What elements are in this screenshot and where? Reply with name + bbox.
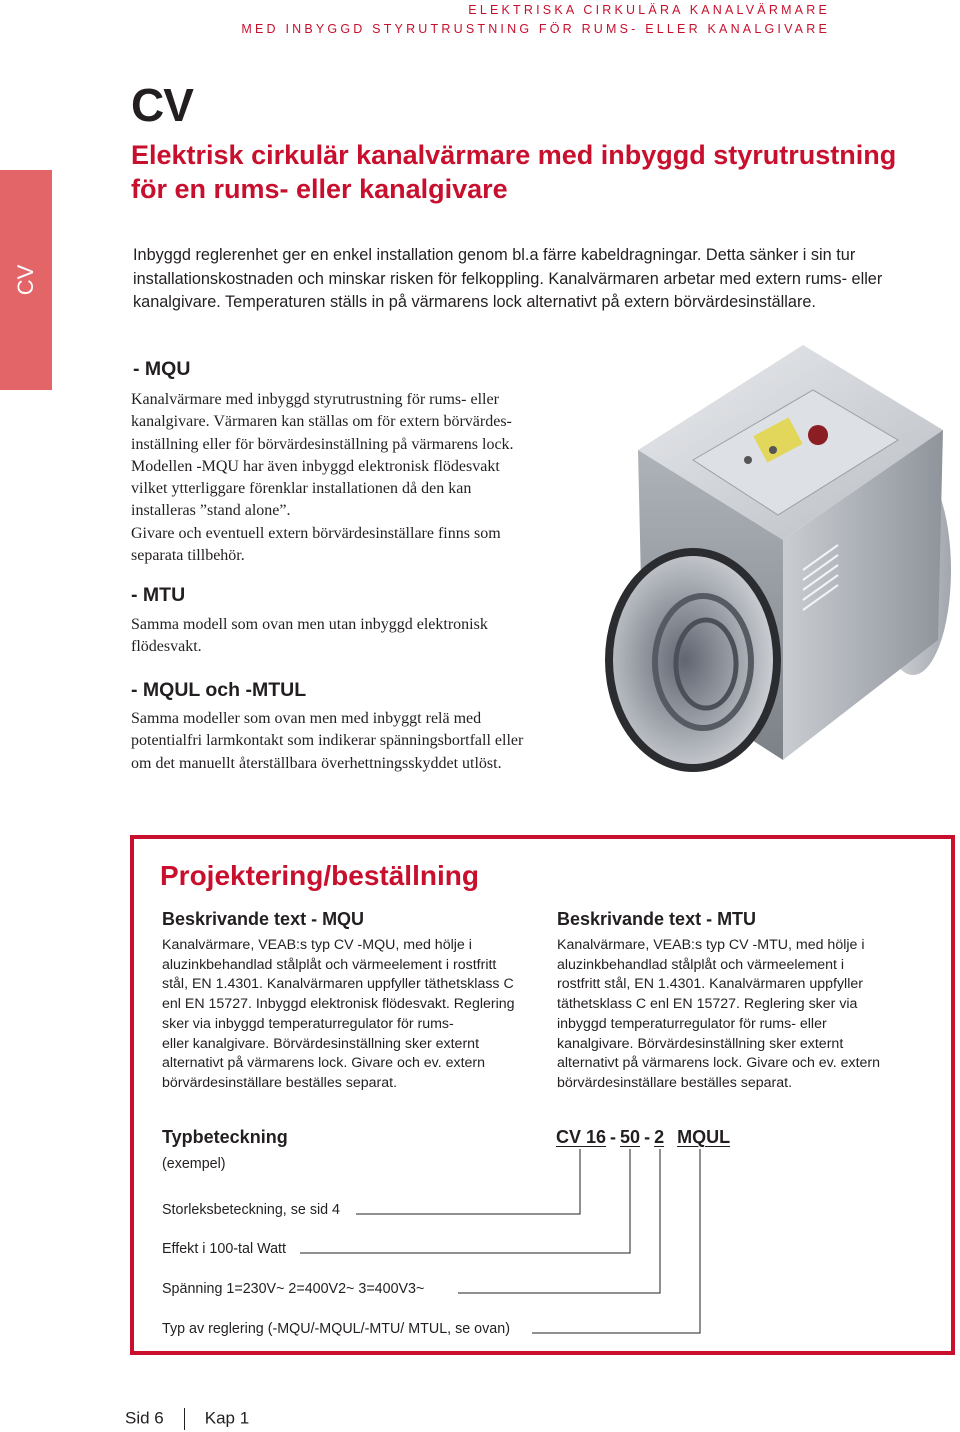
text-line: enl EN 15727. Inbyggd elektronisk flödesvakt. Reglering: [162, 996, 515, 1013]
footer-divider: [184, 1408, 185, 1430]
text-line: inställning eller för börvärdesinställning på värmarens lock.: [131, 435, 514, 453]
text-line: börvärdesinställare beställes separat.: [557, 1074, 793, 1091]
text-line: eller kanalgivare. Börvärdesinställning sker externt: [162, 1035, 480, 1052]
text-line: Kanalvärmare, VEAB:s typ CV -MQU, med hölje i: [162, 937, 472, 953]
connector-size: [356, 1149, 580, 1214]
text-line: sker via inbyggd temperaturregulator för rums-: [162, 1015, 454, 1032]
type-item-control: Typ av reglering (-MQU/-MQUL/-MTU/ MTUL, se ovan): [162, 1321, 510, 1337]
text-line: alternativt på värmarens lock. Givare och ev. extern: [557, 1055, 881, 1072]
text-line: börvärdesinställare beställes separat.: [162, 1074, 398, 1091]
type-code-dash: -: [644, 1127, 651, 1147]
running-header-line2: MED INBYGGD STYRUTRUSTNING FÖR RUMS- ELLER KANALGIVARE: [241, 22, 830, 36]
text-line: rostfritt stål, EN 1.4301. Kanalvärmaren uppfyller: [557, 976, 863, 993]
text-line: täthetsklass C enl EN 15727. Reglering sker via: [557, 996, 858, 1013]
ordering-box-title: Projektering/beställning: [160, 860, 479, 891]
type-code-control: MQUL: [677, 1127, 731, 1147]
text-line: Kanalvärmare med inbyggd styrutrustning för rums- eller: [131, 391, 499, 408]
text-line: separata tillbehör.: [131, 547, 245, 565]
text-line: om det manuellt återställbara överhettningsskyddet utlöst.: [131, 754, 502, 772]
footer-chapter: Kap 1: [204, 1408, 250, 1428]
text-line: Kanalvärmare, VEAB:s typ CV -MTU, med hölje i: [557, 937, 865, 953]
description-heading-mtu: Beskrivande text - MTU: [557, 909, 757, 929]
text-line: flödesvakt.: [131, 638, 202, 656]
type-item-size: Storleksbeteckning, se sid 4: [162, 1202, 341, 1218]
type-code-size: CV 16: [556, 1127, 607, 1147]
connector-control: [532, 1149, 700, 1333]
text-line: kanalgivare. Värmaren kan ställas om för extern börvärdes-: [131, 413, 512, 431]
text-line: aluzinkbehandlad stålplåt och värmeelement i: [557, 956, 845, 973]
description-heading-mqu: Beskrivande text - MQU: [162, 909, 365, 929]
text-line: aluzinkbehandlad stålplåt och värmeelement i rostfritt: [162, 956, 497, 973]
text-line: potentialfri larmkontakt som indikerar spänningsbortfall eller: [131, 732, 524, 750]
text-line: installeras ”stand alone”.: [131, 502, 291, 520]
type-code-voltage: 2: [654, 1127, 665, 1147]
text-line: Samma modeller som ovan men med inbyggt relä med: [131, 710, 482, 727]
page-title: CV: [131, 79, 193, 131]
intro-paragraph: Inbyggd reglerenhet ger en enkel installation genom bl.a färre kabeldragningar. Detta sänker i sin tur installationskostnaden och minskar risken för felkoppling. Kanalvärmaren arbetar med extern rums- eller kanalgivare. Temperaturen ställs in på värmarens lock alternativt på extern börvärdesinställare.: [133, 246, 883, 311]
type-designation-example-label: (exempel): [162, 1156, 226, 1172]
text-line: inbyggd temperaturregulator för rums- eller: [557, 1015, 827, 1032]
section-heading-mqu: - MQU: [133, 358, 191, 380]
page-subtitle: Elektrisk cirkulär kanalvärmare med inbyggd styrutrustning för en rums- eller kanalgivare: [131, 140, 897, 204]
type-code-power: 50: [620, 1127, 641, 1147]
running-header-line1: ELEKTRISKA CIRKULÄRA KANALVÄRMARE: [468, 3, 830, 17]
type-code-dash: -: [610, 1127, 617, 1147]
text-line: Modellen -MQU har även inbyggd elektronisk flödesvakt: [131, 457, 500, 475]
text-line: Samma modell som ovan men utan inbyggd elektronisk: [131, 616, 488, 633]
footer-page-number: Sid 6: [125, 1408, 164, 1428]
type-item-power: Effekt i 100-tal Watt: [162, 1241, 286, 1257]
type-designation-heading: Typbeteckning: [162, 1127, 288, 1147]
page-footer: [125, 1408, 249, 1430]
section-heading-mqul-mtul: - MQUL och -MTUL: [131, 679, 307, 701]
text-line: kanalgivare. Börvärdesinställning sker externt: [557, 1035, 844, 1052]
text-line: stål, EN 1.4301. Kanalvärmaren uppfyller täthetsklass C: [162, 976, 514, 993]
text-line: alternativt på värmarens lock. Givare och ev. extern: [162, 1055, 486, 1072]
text-line: vilket ytterliggare förenklar installationen då den kan: [131, 480, 472, 498]
text-line: Givare och eventuell extern börvärdesinställare finns som: [131, 524, 501, 542]
side-tab-label: CV: [13, 264, 38, 296]
type-item-voltage: Spänning 1=230V~ 2=400V2~ 3=400V3~: [162, 1281, 425, 1297]
section-heading-mtu: - MTU: [131, 584, 186, 606]
